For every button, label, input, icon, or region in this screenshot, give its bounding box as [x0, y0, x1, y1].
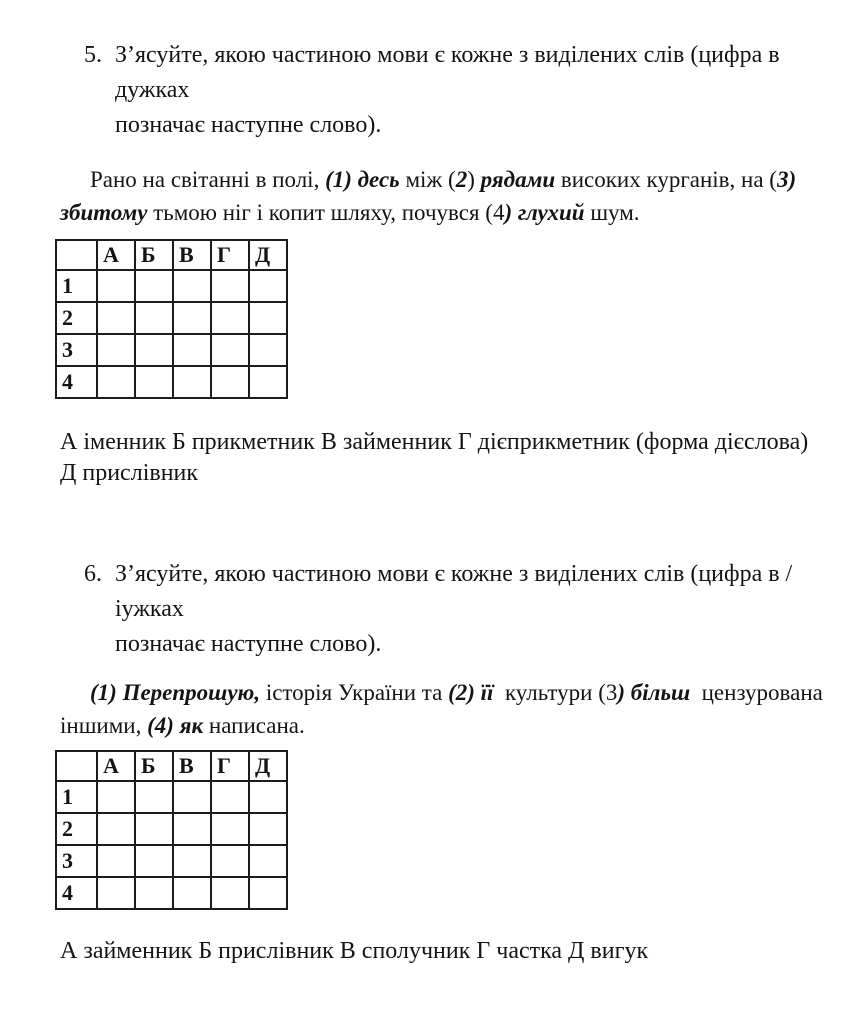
grid-row	[56, 781, 287, 813]
grid-column-header: Г	[211, 240, 249, 270]
passage-segment: історія України та	[260, 680, 449, 705]
question-5-heading	[60, 38, 850, 143]
answer-grid-table	[55, 239, 288, 399]
grid-answer-cell	[97, 781, 135, 813]
passage-segment: високих курганів, на (	[555, 167, 777, 192]
highlighted-word: більш	[630, 680, 691, 705]
passage-line	[60, 163, 850, 196]
grid-column-header: Г	[211, 751, 249, 781]
grid-row-header: 1	[56, 781, 97, 813]
text-line: позначає наступне слово).	[115, 112, 382, 138]
passage-line	[60, 709, 850, 742]
grid-answer-cell	[211, 781, 249, 813]
passage-segment: шум.	[584, 200, 640, 225]
passage-text	[60, 676, 850, 742]
passage-segment: іншими,	[60, 713, 148, 738]
highlighted-word: (1) Перепрошую,	[90, 680, 261, 705]
grid-answer-cell	[97, 302, 135, 334]
highlighted-word: (2) її	[448, 680, 494, 705]
grid-answer-cell	[211, 877, 249, 909]
grid-answer-cell	[135, 334, 173, 366]
grid-answer-cell	[135, 270, 173, 302]
grid-column-header: Д	[249, 751, 287, 781]
grid-answer-cell	[97, 845, 135, 877]
grid-row	[56, 813, 287, 845]
highlighted-word: збитому	[60, 200, 148, 225]
grid-answer-cell	[135, 302, 173, 334]
passage-segment: цензурована	[690, 680, 823, 705]
grid-answer-cell	[211, 366, 249, 398]
passage-line	[60, 676, 850, 709]
grid-header-row	[56, 751, 287, 781]
grid-column-header: Д	[249, 240, 287, 270]
text-line: А іменник Б прикметник В займенник Г дієприкметник (форма дієслова)	[60, 429, 809, 455]
grid-row	[56, 334, 287, 366]
grid-row-header: 4	[56, 877, 97, 909]
passage-segment: написана.	[203, 713, 305, 738]
passage-line	[60, 196, 850, 229]
grid-column-header: В	[173, 751, 211, 781]
question-prompt	[115, 38, 850, 143]
highlighted-word: (4) як	[147, 713, 204, 738]
grid-row-header: 3	[56, 334, 97, 366]
grid-answer-cell	[135, 845, 173, 877]
question-number: 6.	[84, 561, 102, 587]
highlighted-word: 3)	[776, 167, 797, 192]
grid-column-header: А	[97, 240, 135, 270]
grid-answer-cell	[97, 813, 135, 845]
grid-answer-cell	[97, 270, 135, 302]
grid-column-header: А	[97, 751, 135, 781]
grid-answer-cell	[173, 845, 211, 877]
passage-segment: культури (3	[493, 680, 618, 705]
passage-segment: між (	[399, 167, 456, 192]
highlighted-word: рядами	[480, 167, 556, 192]
grid-answer-cell	[173, 813, 211, 845]
answer-options	[60, 427, 850, 489]
grid-row-header: 1	[56, 270, 97, 302]
grid-answer-cell	[249, 813, 287, 845]
highlighted-word: )	[504, 200, 518, 225]
grid-row-header: 3	[56, 845, 97, 877]
passage-segment: Рано на світанні в полі,	[90, 167, 326, 192]
grid-row-header: 2	[56, 302, 97, 334]
grid-answer-cell	[173, 781, 211, 813]
grid-answer-cell	[211, 302, 249, 334]
grid-answer-cell	[173, 270, 211, 302]
grid-answer-cell	[173, 366, 211, 398]
highlighted-word: 2	[455, 167, 468, 192]
grid-corner-cell	[56, 240, 97, 270]
passage-segment: )	[467, 167, 481, 192]
grid-row	[56, 270, 287, 302]
grid-answer-cell	[211, 813, 249, 845]
grid-corner-cell	[56, 751, 97, 781]
grid-answer-cell	[211, 845, 249, 877]
grid-answer-cell	[97, 366, 135, 398]
text-line: Д прислівник	[60, 460, 199, 486]
passage-segment: тьмою ніг і копит шляху, почувся (4	[147, 200, 505, 225]
question-5-section	[60, 38, 850, 489]
question-6-section	[60, 557, 850, 967]
grid-column-header: Б	[135, 751, 173, 781]
text-line: А займенник Б прислівник В сполучник Г частка Д вигук	[60, 938, 649, 964]
grid-row	[56, 877, 287, 909]
question-prompt	[115, 557, 850, 662]
grid-answer-cell	[173, 334, 211, 366]
grid-answer-cell	[135, 877, 173, 909]
grid-answer-cell	[211, 270, 249, 302]
grid-column-header: В	[173, 240, 211, 270]
answer-grid-table	[55, 750, 288, 910]
grid-answer-cell	[173, 302, 211, 334]
question-number: 5.	[84, 42, 102, 68]
text-line: позначає наступне слово).	[115, 631, 382, 657]
highlighted-word: глухий	[517, 200, 585, 225]
grid-answer-cell	[249, 270, 287, 302]
text-line: З’ясуйте, якою частиною мови є кожне з виділених слів (цифра в /іужках	[115, 561, 793, 622]
highlighted-word: (1) десь	[325, 167, 400, 192]
text-line: З’ясуйте, якою частиною мови є кожне з виділених слів (цифра в дужках	[115, 42, 780, 103]
grid-row	[56, 366, 287, 398]
grid-answer-cell	[249, 845, 287, 877]
grid-header-row	[56, 240, 287, 270]
grid-answer-cell	[135, 781, 173, 813]
grid-row-header: 4	[56, 366, 97, 398]
grid-answer-cell	[97, 877, 135, 909]
answer-options	[60, 936, 850, 967]
grid-row-header: 2	[56, 813, 97, 845]
grid-answer-cell	[249, 877, 287, 909]
passage-text	[60, 163, 850, 229]
grid-answer-cell	[97, 334, 135, 366]
grid-answer-cell	[135, 366, 173, 398]
grid-answer-cell	[211, 334, 249, 366]
grid-answer-cell	[249, 366, 287, 398]
grid-answer-cell	[173, 877, 211, 909]
grid-row	[56, 302, 287, 334]
grid-row	[56, 845, 287, 877]
grid-answer-cell	[135, 813, 173, 845]
grid-column-header: Б	[135, 240, 173, 270]
grid-answer-cell	[249, 334, 287, 366]
grid-answer-cell	[249, 781, 287, 813]
question-6-heading	[60, 557, 850, 662]
highlighted-word: )	[617, 680, 631, 705]
grid-answer-cell	[249, 302, 287, 334]
